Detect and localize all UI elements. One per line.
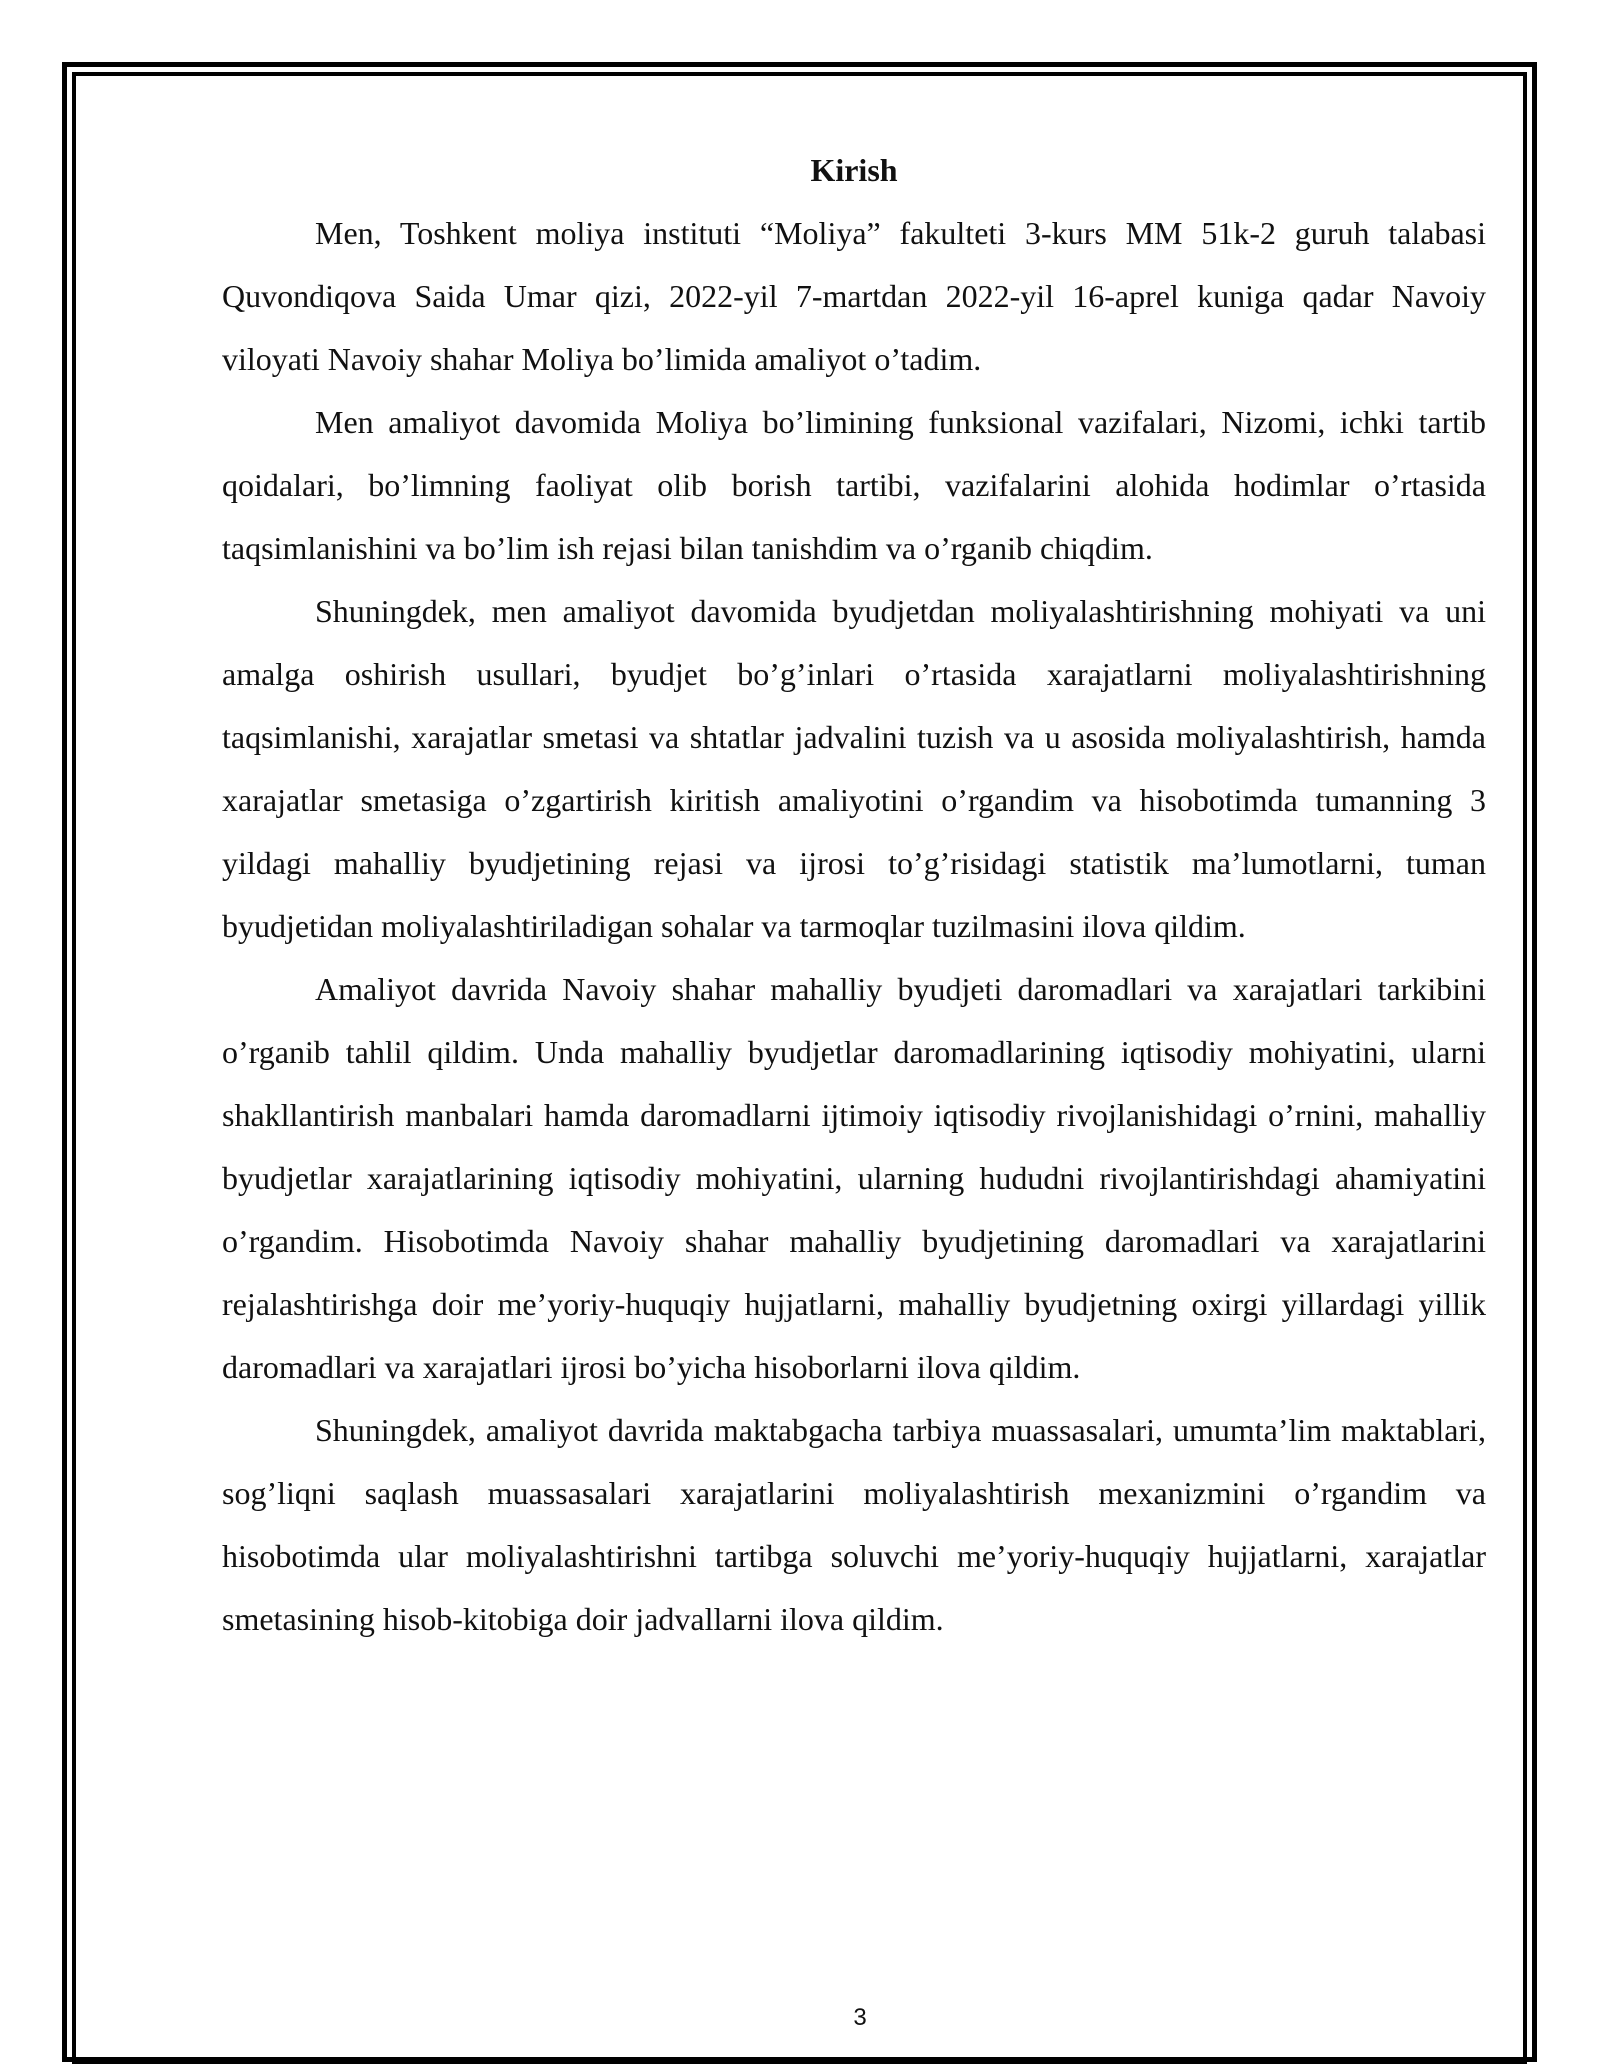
- paragraph-1: Men, Toshkent moliya instituti “Moliya” fakulteti 3-kurs MM 51k-2 guruh talabasi Quvondiqova Saida Umar qizi, 2022-yil 7-martdan 2022-yil 16-aprel kuniga qadar Navoiy viloyati Navoiy shahar Moliya bo’limida amaliyot o’tadim.: [222, 215, 1486, 377]
- paragraph-4: Amaliyot davrida Navoiy shahar mahalliy byudjeti daromadlari va xarajatlari tarkibini o’rganib tahlil qildim. Unda mahalliy byudjetlar daromadlarining iqtisodiy mohiyatini, ularni shakllantirish manbalari hamda daromadlarni ijtimoiy iqtisodiy rivojlanishidagi o’rnini, mahalliy byudjetlar xarajatlarining iqtisodiy mohiyatini, ularning hududni rivojlantirishdagi ahamiyatini o’rgandim. Hisobotimda Navoiy shahar mahalliy byudjetining daromadlari va xarajatlarini rejalashtirishga doir me’yoriy-huquqiy hujjatlarni, mahalliy byudjetning oxirgi yillardagi yillik daromadlari va xarajatlari ijrosi bo’yicha hisoborlarni ilova qildim.: [222, 971, 1486, 1385]
- page-number: 3: [853, 2004, 867, 2031]
- section-title: Kirish: [810, 152, 898, 188]
- paragraph-3: Shuningdek, men amaliyot davomida byudjetdan moliyalashtirishning mohiyati va uni amalga oshirish usullari, byudjet bo’g’inlari o’rtasida xarajatlarni moliyalashtirishning taqsimlanishi, xarajatlar smetasi va shtatlar jadvalini tuzish va u asosida moliyalashtirish, hamda xarajatlar smetasiga o’zgartirish kiritish amaliyotini o’rgandim va hisobotimda tumanning 3 yildagi mahalliy byudjetining rejasi va ijrosi to’g’risidagi statistik ma’lumotlarni, tuman byudjetidan moliyalashtiriladigan sohalar va tarmoqlar tuzilmasini ilova qildim.: [222, 593, 1486, 944]
- paragraph-5: Shuningdek, amaliyot davrida maktabgacha tarbiya muassasalari, umumta’lim maktablari, sog’liqni saqlash muassasalari xarajatlarini moliyalashtirish mexanizmini o’rgandim va hisobotimda ular moliyalashtirishni tartibga soluvchi me’yoriy-huquqiy hujjatlarni, xarajatlar smetasining hisob-kitobiga doir jadvallarni ilova qildim.: [222, 1412, 1486, 1637]
- paragraph-2: Men amaliyot davomida Moliya bo’limining funksional vazifalari, Nizomi, ichki tartib qoidalari, bo’limning faoliyat olib borish tartibi, vazifalarini alohida hodimlar o’rtasida taqsimlanishini va bo’lim ish rejasi bilan tanishdim va o’rganib chiqdim.: [222, 404, 1486, 566]
- document-body: [222, 148, 1486, 1651]
